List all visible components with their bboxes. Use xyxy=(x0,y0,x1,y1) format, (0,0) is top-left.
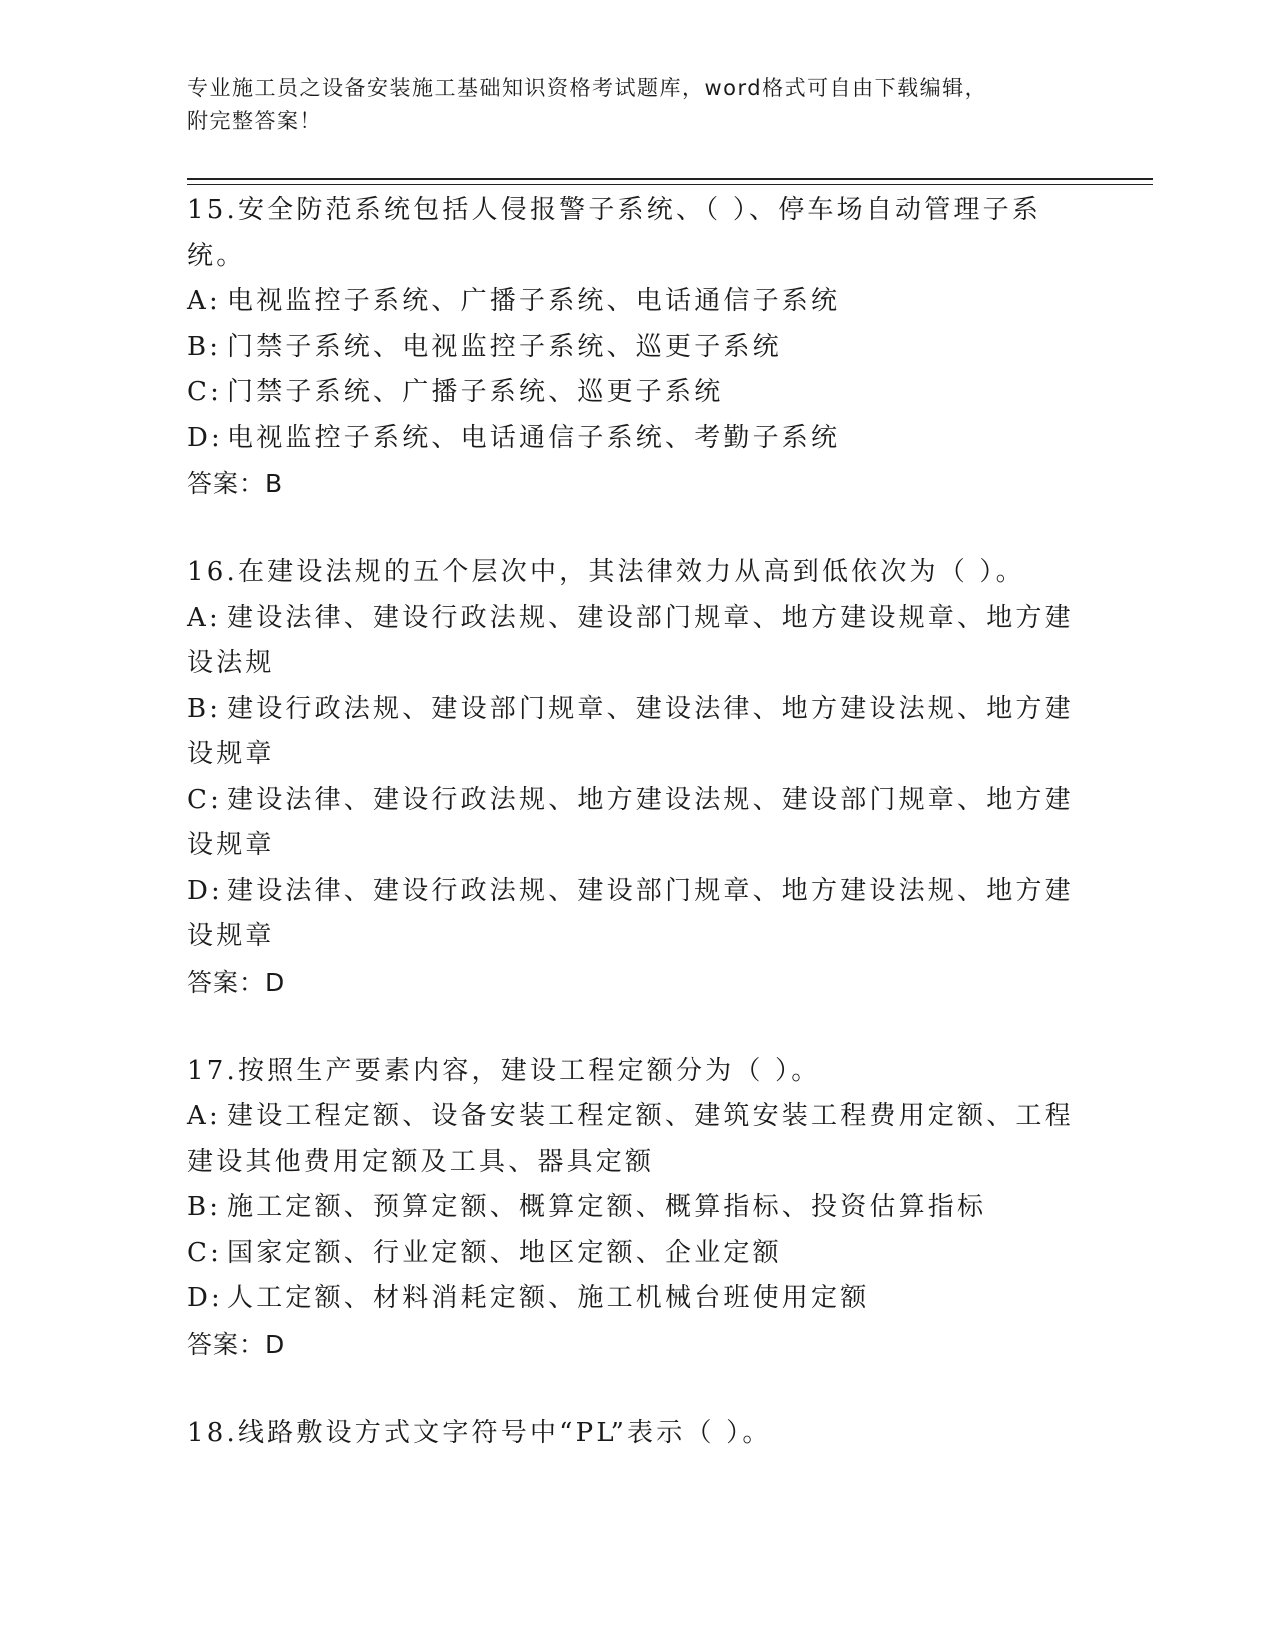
option-letter: D: xyxy=(187,422,224,453)
question-16 xyxy=(187,550,1077,1005)
answer: 答案：D xyxy=(187,1329,286,1359)
option-text: 电视监控子系统、电话通信子系统、考勤子系统 xyxy=(227,422,841,453)
answer: 答案：D xyxy=(187,967,286,997)
option-letter: A: xyxy=(187,1101,221,1131)
option-letter: A: xyxy=(187,286,221,316)
question-stem: 18.线路敷设方式文字符号中“PL”表示（ ）。 xyxy=(187,1417,772,1448)
question-stem: 17.按照生产要素内容，建设工程定额分为（ ）。 xyxy=(187,1055,821,1086)
header-line-2: 附完整答案！ xyxy=(187,109,322,133)
option-letter: B: xyxy=(187,693,222,724)
option-text: 门禁子系统、广播子系统、巡更子系统 xyxy=(227,377,724,407)
option-letter: D: xyxy=(187,875,224,906)
header-divider-thin xyxy=(187,184,1153,185)
option-text: 门禁子系统、电视监控子系统、巡更子系统 xyxy=(227,331,782,362)
option-text: 建设法律、建设行政法规、建设部门规章、地方建设规章、地方建设法规 xyxy=(187,602,1074,678)
option-letter: C: xyxy=(187,784,223,815)
option-letter: D: xyxy=(187,1283,224,1313)
option-d xyxy=(187,416,1077,462)
option-a xyxy=(187,279,1077,325)
option-letter: C: xyxy=(187,1237,223,1268)
option-text: 人工定额、材料消耗定额、施工机械台班使用定额 xyxy=(227,1283,870,1313)
option-b xyxy=(187,687,1077,778)
option-d xyxy=(187,1276,1077,1322)
question-stem: 16.在建设法规的五个层次中，其法律效力从高到低依次为（ ）。 xyxy=(187,557,1025,587)
option-letter: C: xyxy=(187,377,223,407)
option-d xyxy=(187,869,1077,960)
question-stem: 15.安全防范系统包括人侵报警子系统、（ ）、停车场自动管理子系统。 xyxy=(187,195,1042,271)
option-c xyxy=(187,778,1077,869)
answer: 答案：B xyxy=(187,469,284,498)
option-letter: B: xyxy=(187,1192,222,1222)
header-line-1: 专业施工员之设备安装施工基础知识资格考试题库，word格式可自由下载编辑， xyxy=(187,76,988,100)
option-text: 建设行政法规、建设部门规章、建设法律、地方建设法规、地方建设规章 xyxy=(187,693,1074,769)
option-text: 建设法律、建设行政法规、建设部门规章、地方建设法规、地方建设规章 xyxy=(187,875,1074,951)
option-c xyxy=(187,370,1077,416)
option-letter: A: xyxy=(187,602,221,633)
option-a xyxy=(187,1094,1077,1185)
option-b xyxy=(187,1185,1077,1231)
option-text: 国家定额、行业定额、地区定额、企业定额 xyxy=(227,1237,782,1268)
option-text: 电视监控子系统、广播子系统、电话通信子系统 xyxy=(227,286,841,316)
option-text: 建设工程定额、设备安装工程定额、建筑安装工程费用定额、工程建设其他费用定额及工具、器具定额 xyxy=(187,1101,1074,1177)
option-c xyxy=(187,1231,1077,1277)
question-15 xyxy=(187,188,1077,506)
option-b xyxy=(187,325,1077,371)
question-18 xyxy=(187,1411,1077,1457)
option-text: 建设法律、建设行政法规、地方建设法规、建设部门规章、地方建设规章 xyxy=(187,784,1074,860)
option-letter: B: xyxy=(187,331,222,362)
header-divider-thick xyxy=(187,178,1153,180)
option-a xyxy=(187,596,1077,687)
question-17 xyxy=(187,1049,1077,1367)
option-text: 施工定额、预算定额、概算定额、概算指标、投资估算指标 xyxy=(227,1192,987,1222)
document-header xyxy=(187,72,1067,138)
question-list xyxy=(187,188,1077,1500)
